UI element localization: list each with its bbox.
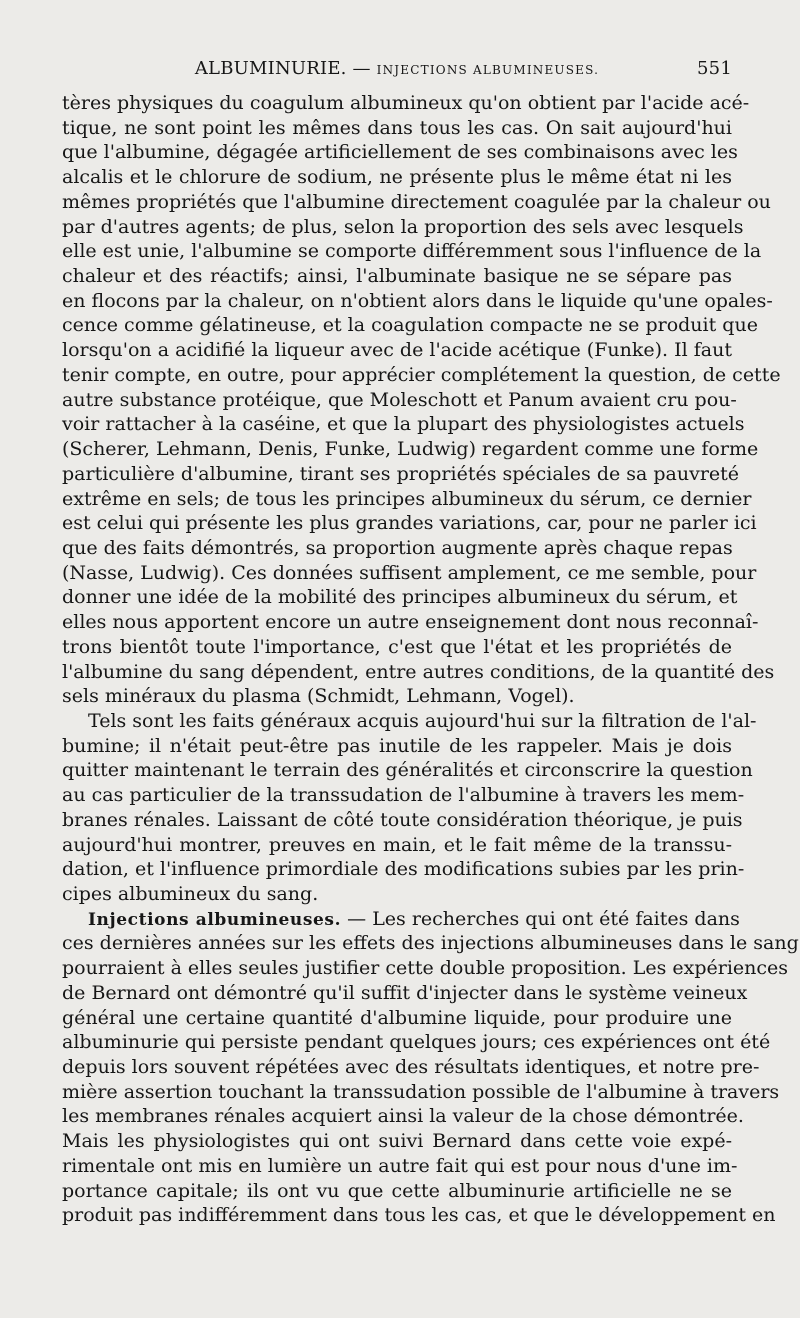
text-line: Mais les physiologistes qui ont suivi Bernard dans cette voie expé- (62, 1130, 732, 1153)
text-line: tique, ne sont point les mêmes dans tous les cas. On sait aujourd'hui (62, 116, 732, 139)
text-line: que l'albumine, dégagée artificiellement de ses combinaisons avec les (62, 141, 738, 164)
text-line: produit pas indifféremment dans tous les cas, et que le développement en (62, 1204, 776, 1227)
body-text (62, 91, 799, 1228)
running-title (62, 58, 732, 79)
text-line: (Scherer, Lehmann, Denis, Funke, Ludwig) regardent comme une forme (62, 438, 759, 461)
text-line (62, 907, 740, 932)
text-line: est celui qui présente les plus grandes variations, car, pour ne parler ici (62, 512, 757, 535)
text-line: mière assertion touchant la transsudation possible de l'albumine à travers (62, 1080, 780, 1103)
text-line: chaleur et des réactifs; ainsi, l'albuminate basique ne se sépare pas (62, 265, 732, 288)
text-line: cence comme gélatineuse, et la coagulation compacte ne se produit que (62, 314, 758, 337)
text-line: portance capitale; ils ont vu que cette albuminurie artificielle ne se (62, 1179, 732, 1202)
text-line: pourraient à elles seules justifier cette double proposition. Les expériences (62, 957, 789, 980)
text-line: tenir compte, en outre, pour apprécier complétement la question, de cette (62, 363, 781, 386)
text-line: autre substance protéique, que Moleschott et Panum avaient cru pou- (62, 388, 737, 411)
text-line: sels minéraux du plasma (Schmidt, Lehmann, Vogel). (62, 685, 575, 708)
paragraph-2 (62, 709, 757, 907)
text-line: par d'autres agents; de plus, selon la proportion des sels avec lesquels (62, 215, 744, 238)
text-line: bumine; il n'était peut-être pas inutile de les rappeler. Mais je dois (62, 734, 732, 757)
text-line: que des faits démontrés, sa proportion augmente après chaque repas (62, 536, 733, 559)
text-line: extrême en sels; de tous les principes albumineux du sérum, ce dernier (62, 487, 752, 510)
text-line: lorsqu'on a acidifié la liqueur avec de l'acide acétique (Funke). Il faut (62, 339, 732, 362)
header-separator: — (346, 58, 377, 79)
section-title: INJECTIONS ALBUMINEUSES. (376, 63, 600, 77)
text-line: donner une idée de la mobilité des principes albumineux du sérum, et (62, 586, 738, 609)
text-line: rimentale ont mis en lumière un autre fait qui est pour nous d'une im- (62, 1154, 738, 1177)
paragraph-3 (62, 907, 799, 1228)
text-line: trons bientôt toute l'importance, c'est que l'état et les propriétés de (62, 635, 732, 658)
section-heading: Injections albumineuses. (88, 909, 342, 930)
chapter-title: ALBUMINURIE. (194, 58, 347, 79)
text-line: l'albumine du sang dépendent, entre autres conditions, de la quantité des (62, 660, 775, 683)
paragraph-1 (62, 91, 781, 709)
text-line: elle est unie, l'albumine se comporte différemment sous l'influence de la (62, 240, 762, 263)
text-line: au cas particulier de la transsudation de l'albumine à travers les mem- (62, 784, 745, 807)
text-line: alcalis et le chlorure de sodium, ne présente plus le même état ni les (62, 166, 732, 189)
text-line: les membranes rénales acquiert ainsi la valeur de la chose démontrée. (62, 1105, 744, 1128)
text-line: particulière d'albumine, tirant ses propriétés spéciales de sa pauvreté (62, 462, 740, 485)
text-line: en flocons par la chaleur, on n'obtient alors dans le liquide qu'une opales- (62, 289, 773, 312)
text-line: mêmes propriétés que l'albumine directement coagulée par la chaleur ou (62, 190, 771, 213)
text-line: branes rénales. Laissant de côté toute considération théorique, je puis (62, 808, 743, 831)
text-line: voir rattacher à la caséine, et que la plupart des physiologistes actuels (62, 413, 745, 436)
text-line: cipes albumineux du sang. (62, 883, 319, 905)
text-line: aujourd'hui montrer, preuves en main, et le fait même de la transsu- (62, 833, 732, 856)
text-line: Tels sont les faits généraux acquis aujourd'hui sur la filtration de l'al- (88, 709, 757, 732)
text-line: (Nasse, Ludwig). Ces données suffisent amplement, ce me semble, pour (62, 561, 757, 584)
text-line: général une certaine quantité d'albumine liquide, pour produire une (62, 1006, 732, 1029)
text-line: albuminurie qui persiste pendant quelques jours; ces expériences ont été (62, 1031, 771, 1054)
section-heading-continuation: — Les recherches qui ont été faites dans (341, 907, 740, 930)
running-head (62, 58, 732, 84)
text-line: quitter maintenant le terrain des généralités et circonscrire la question (62, 759, 753, 782)
text-line: depuis lors souvent répétées avec des résultats identiques, et notre pre- (62, 1056, 760, 1079)
text-line: dation, et l'influence primordiale des modifications subies par les prin- (62, 858, 745, 881)
text-line: tères physiques du coagulum albumineux qu'on obtient par l'acide acé- (62, 92, 750, 114)
page-number: 551 (697, 58, 732, 79)
text-line: de Bernard ont démontré qu'il suffit d'injecter dans le système veineux (62, 981, 748, 1004)
text-line: elles nous apportent encore un autre enseignement dont nous reconnaî- (62, 611, 759, 634)
text-line: ces dernières années sur les effets des injections albumineuses dans le sang (62, 932, 799, 955)
